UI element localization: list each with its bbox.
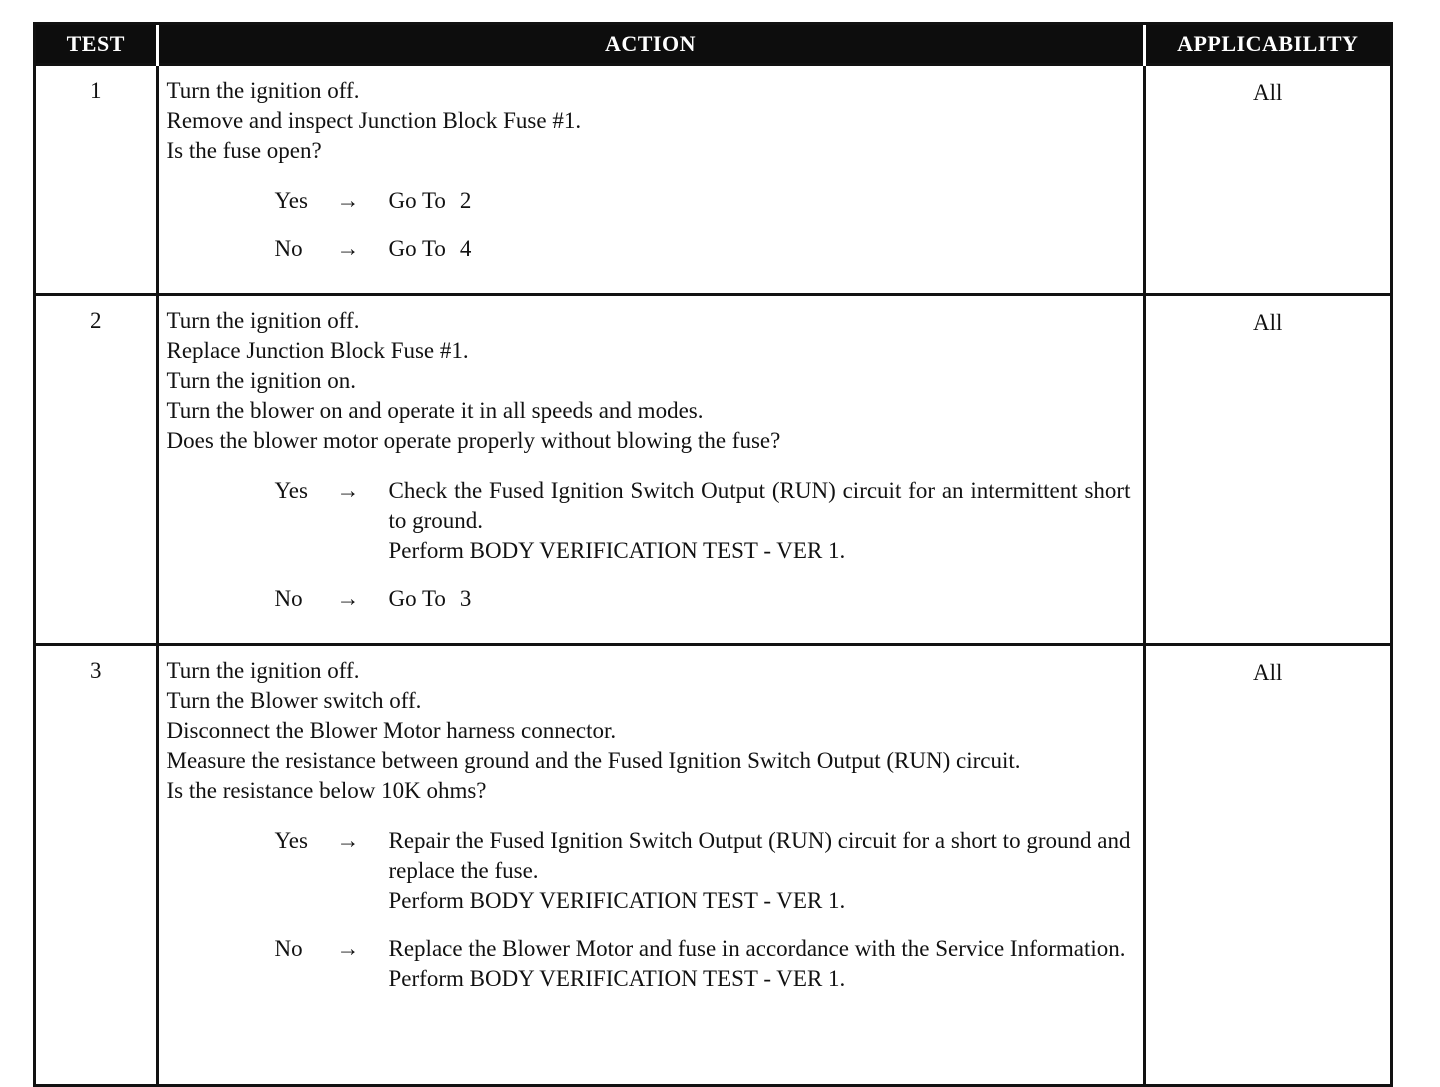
diagnostic-test-table <box>36 25 1390 1084</box>
yes-branch <box>167 476 1131 566</box>
action-step: Turn the ignition off. <box>166 78 360 103</box>
applicability-value: All <box>1144 65 1390 295</box>
result-text: Repair the Fused Ignition Switch Output (RUN) circuit for a short to ground and replace the fuse. <box>388 828 1131 883</box>
action-question: Is the fuse open? <box>166 138 322 163</box>
applicability-value: All <box>1144 645 1390 1085</box>
test-row-3 <box>36 645 1390 1085</box>
perform-test-text: Perform BODY VERIFICATION TEST - VER 1. <box>388 538 846 563</box>
action-step: Disconnect the Blower Motor harness connector. <box>166 718 617 743</box>
action-step: Turn the Blower switch off. <box>166 688 422 713</box>
no-branch <box>167 584 1131 614</box>
yes-label: Yes <box>274 828 308 853</box>
no-branch <box>167 934 1131 994</box>
yes-label: Yes <box>274 478 308 503</box>
action-cell <box>157 645 1144 1085</box>
diagnostic-test-sheet <box>33 22 1393 1087</box>
action-step: Turn the ignition off. <box>166 658 360 683</box>
action-question: Does the blower motor operate properly without blowing the fuse? <box>166 428 781 453</box>
no-label: No <box>274 586 303 611</box>
table-header <box>36 25 1390 65</box>
goto-target: 2 <box>459 188 472 213</box>
no-result <box>389 934 1131 994</box>
answer-branches <box>167 826 1131 994</box>
no-result <box>389 234 1131 264</box>
action-step: Replace Junction Block Fuse #1. <box>166 338 469 363</box>
answer-branches <box>167 476 1131 614</box>
action-step: Turn the ignition on. <box>166 368 357 393</box>
arrow-icon: → <box>336 188 360 213</box>
arrow-icon: → <box>336 936 360 961</box>
goto-text: Go To <box>388 188 446 213</box>
no-branch <box>167 234 1131 264</box>
goto-text: Go To <box>388 586 446 611</box>
header-test: TEST <box>36 25 157 65</box>
no-label: No <box>274 936 303 961</box>
yes-branch <box>167 826 1131 916</box>
goto-target: 3 <box>459 586 472 611</box>
result-text: Replace the Blower Motor and fuse in accordance with the Service Information. <box>388 936 1126 961</box>
test-number: 1 <box>36 65 157 295</box>
arrow-icon: → <box>336 828 360 853</box>
header-action: ACTION <box>157 25 1144 65</box>
header-row <box>36 25 1390 65</box>
perform-test-text: Perform BODY VERIFICATION TEST - VER 1. <box>388 966 846 991</box>
perform-test-text: Perform BODY VERIFICATION TEST - VER 1. <box>388 888 846 913</box>
goto-target: 4 <box>459 236 472 261</box>
action-step: Remove and inspect Junction Block Fuse #1. <box>166 108 582 133</box>
answer-branches <box>167 186 1131 264</box>
action-cell <box>157 65 1144 295</box>
no-label: No <box>274 236 303 261</box>
test-number: 3 <box>36 645 157 1085</box>
action-step: Turn the ignition off. <box>166 308 360 333</box>
action-cell <box>157 295 1144 645</box>
test-row-2 <box>36 295 1390 645</box>
goto-text: Go To <box>388 236 446 261</box>
action-question: Is the resistance below 10K ohms? <box>166 778 487 803</box>
yes-result <box>389 826 1131 916</box>
no-result <box>389 584 1131 614</box>
header-applicability: APPLICABILITY <box>1144 25 1390 65</box>
result-text: Check the Fused Ignition Switch Output (RUN) circuit for an intermittent short to ground. <box>388 478 1131 533</box>
action-step: Measure the resistance between ground and the Fused Ignition Switch Output (RUN) circuit. <box>166 748 1021 773</box>
yes-result <box>389 476 1131 566</box>
yes-result <box>389 186 1131 216</box>
test-number: 2 <box>36 295 157 645</box>
arrow-icon: → <box>336 478 360 503</box>
yes-label: Yes <box>274 188 308 213</box>
test-row-1 <box>36 65 1390 295</box>
arrow-icon: → <box>336 586 360 611</box>
applicability-value: All <box>1144 295 1390 645</box>
yes-branch <box>167 186 1131 216</box>
action-step: Turn the blower on and operate it in all speeds and modes. <box>166 398 704 423</box>
arrow-icon: → <box>336 236 360 261</box>
